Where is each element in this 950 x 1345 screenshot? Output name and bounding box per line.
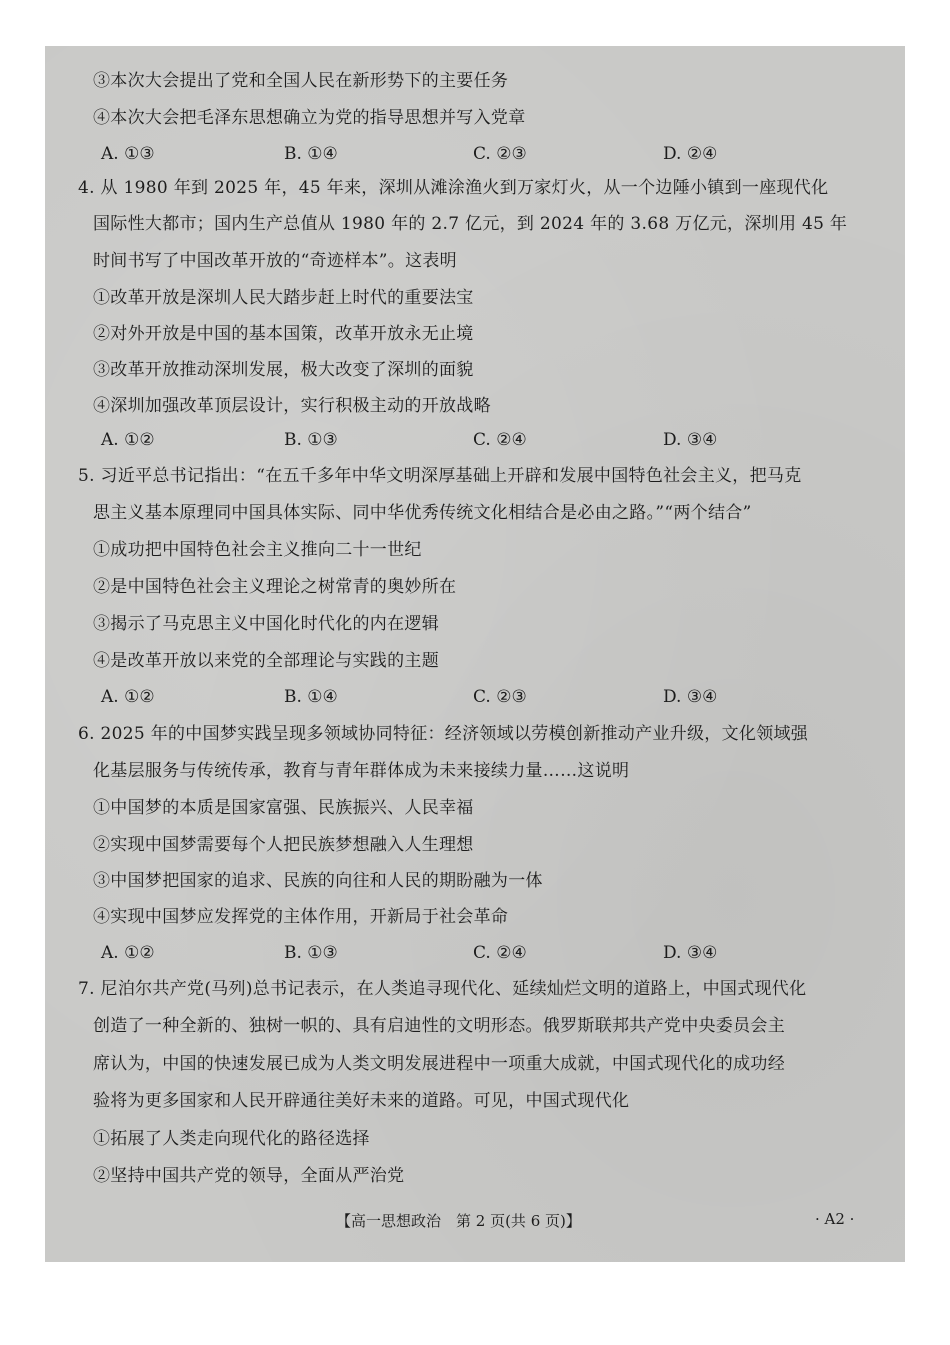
answer-options xyxy=(93,144,853,166)
page-footer xyxy=(45,1210,905,1236)
option-a: A. ①③ xyxy=(101,144,155,164)
choice-item: ①中国梦的本质是国家富强、民族振兴、人民幸福 xyxy=(93,798,474,818)
choice-item: ②实现中国梦需要每个人把民族梦想融入人生理想 xyxy=(93,835,474,855)
option-d: D. ③④ xyxy=(663,943,718,963)
question-7-stem: 验将为更多国家和人民开辟通往美好未来的道路。可见，中国式现代化 xyxy=(93,1091,630,1111)
choice-item: ③中国梦把国家的追求、民族的向往和人民的期盼融为一体 xyxy=(93,871,543,891)
choice-item: ③揭示了马克思主义中国化时代化的内在逻辑 xyxy=(93,614,439,634)
question-4-stem: 时间书写了中国改革开放的“奇迹样本”。这表明 xyxy=(93,251,457,271)
question-6-stem: 化基层服务与传统传承，教育与青年群体成为未来接续力量……这说明 xyxy=(93,761,630,781)
question-7-stem: 7. 尼泊尔共产党(马列)总书记表示，在人类追寻现代化、延续灿烂文明的道路上，中国式现代化 xyxy=(78,979,807,999)
question-7-stem: 创造了一种全新的、独树一帜的、具有启迪性的文明形态。俄罗斯联邦共产党中央委员会主 xyxy=(93,1016,785,1036)
choice-item: ①成功把中国特色社会主义推向二十一世纪 xyxy=(93,540,422,560)
option-b: B. ①③ xyxy=(284,430,338,450)
exam-page xyxy=(45,46,905,1262)
answer-options xyxy=(93,430,853,452)
question-4-stem: 4. 从 1980 年到 2025 年，45 年来，深圳从滩涂渔火到万家灯火，从一个边陲小镇到一座现代化 xyxy=(78,178,829,198)
choice-item: ④深圳加强改革顶层设计，实行积极主动的开放战略 xyxy=(93,396,491,416)
option-b: B. ①④ xyxy=(284,687,338,707)
choice-item: ①拓展了人类走向现代化的路径选择 xyxy=(93,1129,370,1149)
choice-item: ③改革开放推动深圳发展，极大改变了深圳的面貌 xyxy=(93,360,474,380)
paper-code: · A2 · xyxy=(815,1210,855,1228)
option-c: C. ②④ xyxy=(473,430,527,450)
question-5-stem: 5. 习近平总书记指出：“在五千多年中华文明深厚基础上开辟和发展中国特色社会主义，把马克 xyxy=(78,466,802,486)
option-c: C. ②④ xyxy=(473,943,527,963)
choice-item: ④实现中国梦应发挥党的主体作用，开新局于社会革命 xyxy=(93,907,509,927)
page-number-label: 【高一思想政治 第 2 页(共 6 页)】 xyxy=(336,1212,581,1230)
option-d: D. ③④ xyxy=(663,430,718,450)
choice-item: ②坚持中国共产党的领导，全面从严治党 xyxy=(93,1166,405,1186)
choice-item: ④是改革开放以来党的全部理论与实践的主题 xyxy=(93,651,439,671)
choice-item: ②是中国特色社会主义理论之树常青的奥妙所在 xyxy=(93,577,457,597)
question-5-stem: 思主义基本原理同中国具体实际、同中华优秀传统文化相结合是必由之路。”“两个结合” xyxy=(93,503,752,523)
option-b: B. ①④ xyxy=(284,144,338,164)
option-b: B. ①③ xyxy=(284,943,338,963)
question-6-stem: 6. 2025 年的中国梦实践呈现多领域协同特征：经济领域以劳模创新推动产业升级，文化领域强 xyxy=(78,724,809,744)
option-c: C. ②③ xyxy=(473,687,527,707)
answer-options xyxy=(93,943,853,965)
option-a: A. ①② xyxy=(101,943,155,963)
option-a: A. ①② xyxy=(101,430,155,450)
answer-options xyxy=(93,687,853,709)
option-a: A. ①② xyxy=(101,687,155,707)
option-d: D. ③④ xyxy=(663,687,718,707)
choice-item: ④本次大会把毛泽东思想确立为党的指导思想并写入党章 xyxy=(93,108,526,128)
choice-item: ②对外开放是中国的基本国策，改革开放永无止境 xyxy=(93,324,474,344)
option-d: D. ②④ xyxy=(663,144,718,164)
choice-item: ③本次大会提出了党和全国人民在新形势下的主要任务 xyxy=(93,71,509,91)
question-4-stem: 国际性大都市；国内生产总值从 1980 年的 2.7 亿元，到 2024 年的 3.68 万亿元，深圳用 45 年 xyxy=(93,214,848,234)
choice-item: ①改革开放是深圳人民大踏步赶上时代的重要法宝 xyxy=(93,288,474,308)
option-c: C. ②③ xyxy=(473,144,527,164)
question-7-stem: 席认为，中国的快速发展已成为人类文明发展进程中一项重大成就，中国式现代化的成功经 xyxy=(93,1054,785,1074)
